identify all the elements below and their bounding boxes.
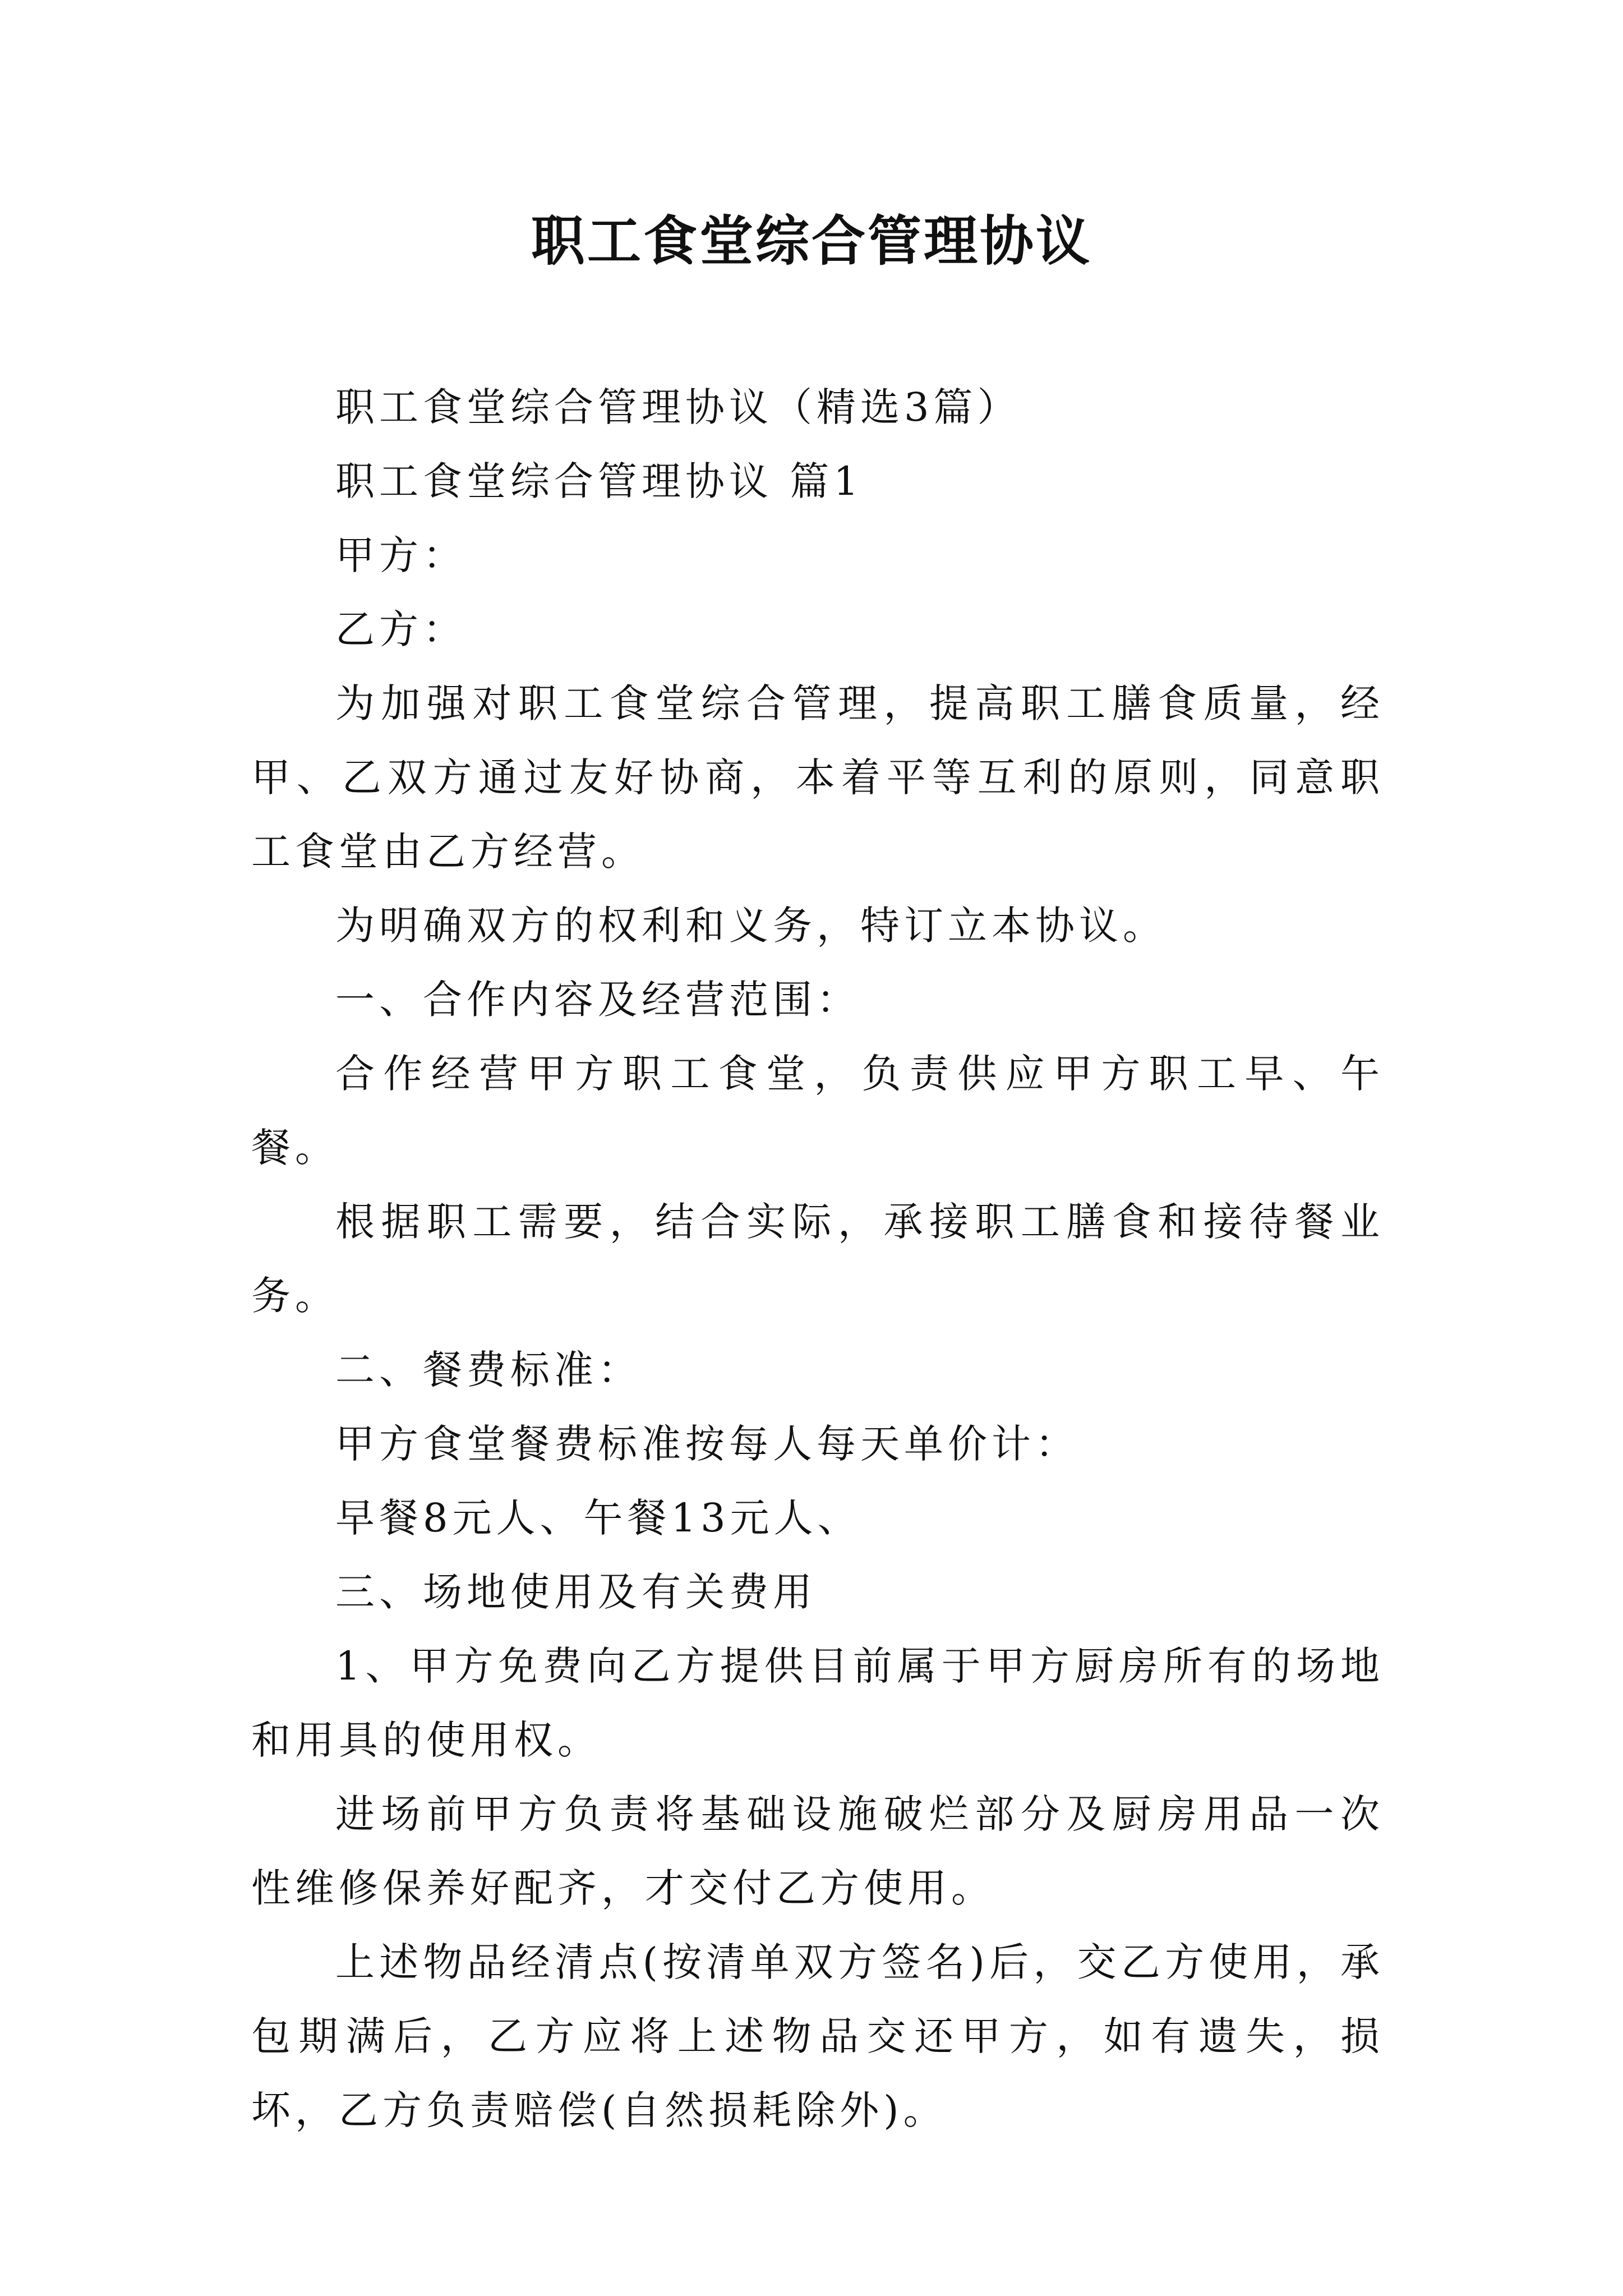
paragraph-scope-2: 根据职工需要，结合实际，承接职工膳食和接待餐业务。 bbox=[251, 1199, 1384, 1319]
document-title: 职工食堂综合管理协议 bbox=[531, 209, 1092, 273]
clause-heading-2: 二、餐费标准： bbox=[335, 1347, 642, 1393]
document-body bbox=[251, 370, 1384, 2147]
clause-heading-1: 一、合作内容及经营范围： bbox=[335, 977, 860, 1023]
clause-heading-3: 三、场地使用及有关费用 bbox=[335, 1569, 817, 1615]
paragraph-section-heading: 职工食堂综合管理协议 篇1 bbox=[335, 458, 863, 504]
paragraph-venue-3: 上述物品经清点(按清单双方签名)后，交乙方使用，承包期满后，乙方应将上述物品交还甲方，如有遗失，损坏，乙方负责赔偿(自然损耗除外)。 bbox=[251, 1939, 1384, 2133]
paragraph-scope-1: 合作经营甲方职工食堂，负责供应甲方职工早、午餐。 bbox=[251, 1051, 1384, 1171]
paragraph-fee-basis: 甲方食堂餐费标准按每人每天单价计： bbox=[335, 1421, 1079, 1467]
paragraph-purpose: 为明确双方的权利和义务，特订立本协议。 bbox=[335, 903, 1166, 949]
paragraph-venue-2: 进场前甲方负责将基础设施破烂部分及厨房用品一次性维修保养好配齐，才交付乙方使用。 bbox=[251, 1791, 1384, 1911]
paragraph-intro: 为加强对职工食堂综合管理，提高职工膳食质量，经甲、乙双方通过友好协商，本着平等互利的原则，同意职工食堂由乙方经营。 bbox=[251, 680, 1384, 875]
paragraph-fee-values: 早餐8元人、午餐13元人、 bbox=[335, 1495, 861, 1541]
paragraph-subtitle: 职工食堂综合管理协议（精选3篇） bbox=[335, 384, 1021, 430]
party-b-line: 乙方： bbox=[335, 606, 467, 652]
paragraph-venue-1: 1、甲方免费向乙方提供目前属于甲方厨房所有的场地和用具的使用权。 bbox=[251, 1643, 1384, 1763]
party-a-line: 甲方： bbox=[335, 532, 467, 578]
